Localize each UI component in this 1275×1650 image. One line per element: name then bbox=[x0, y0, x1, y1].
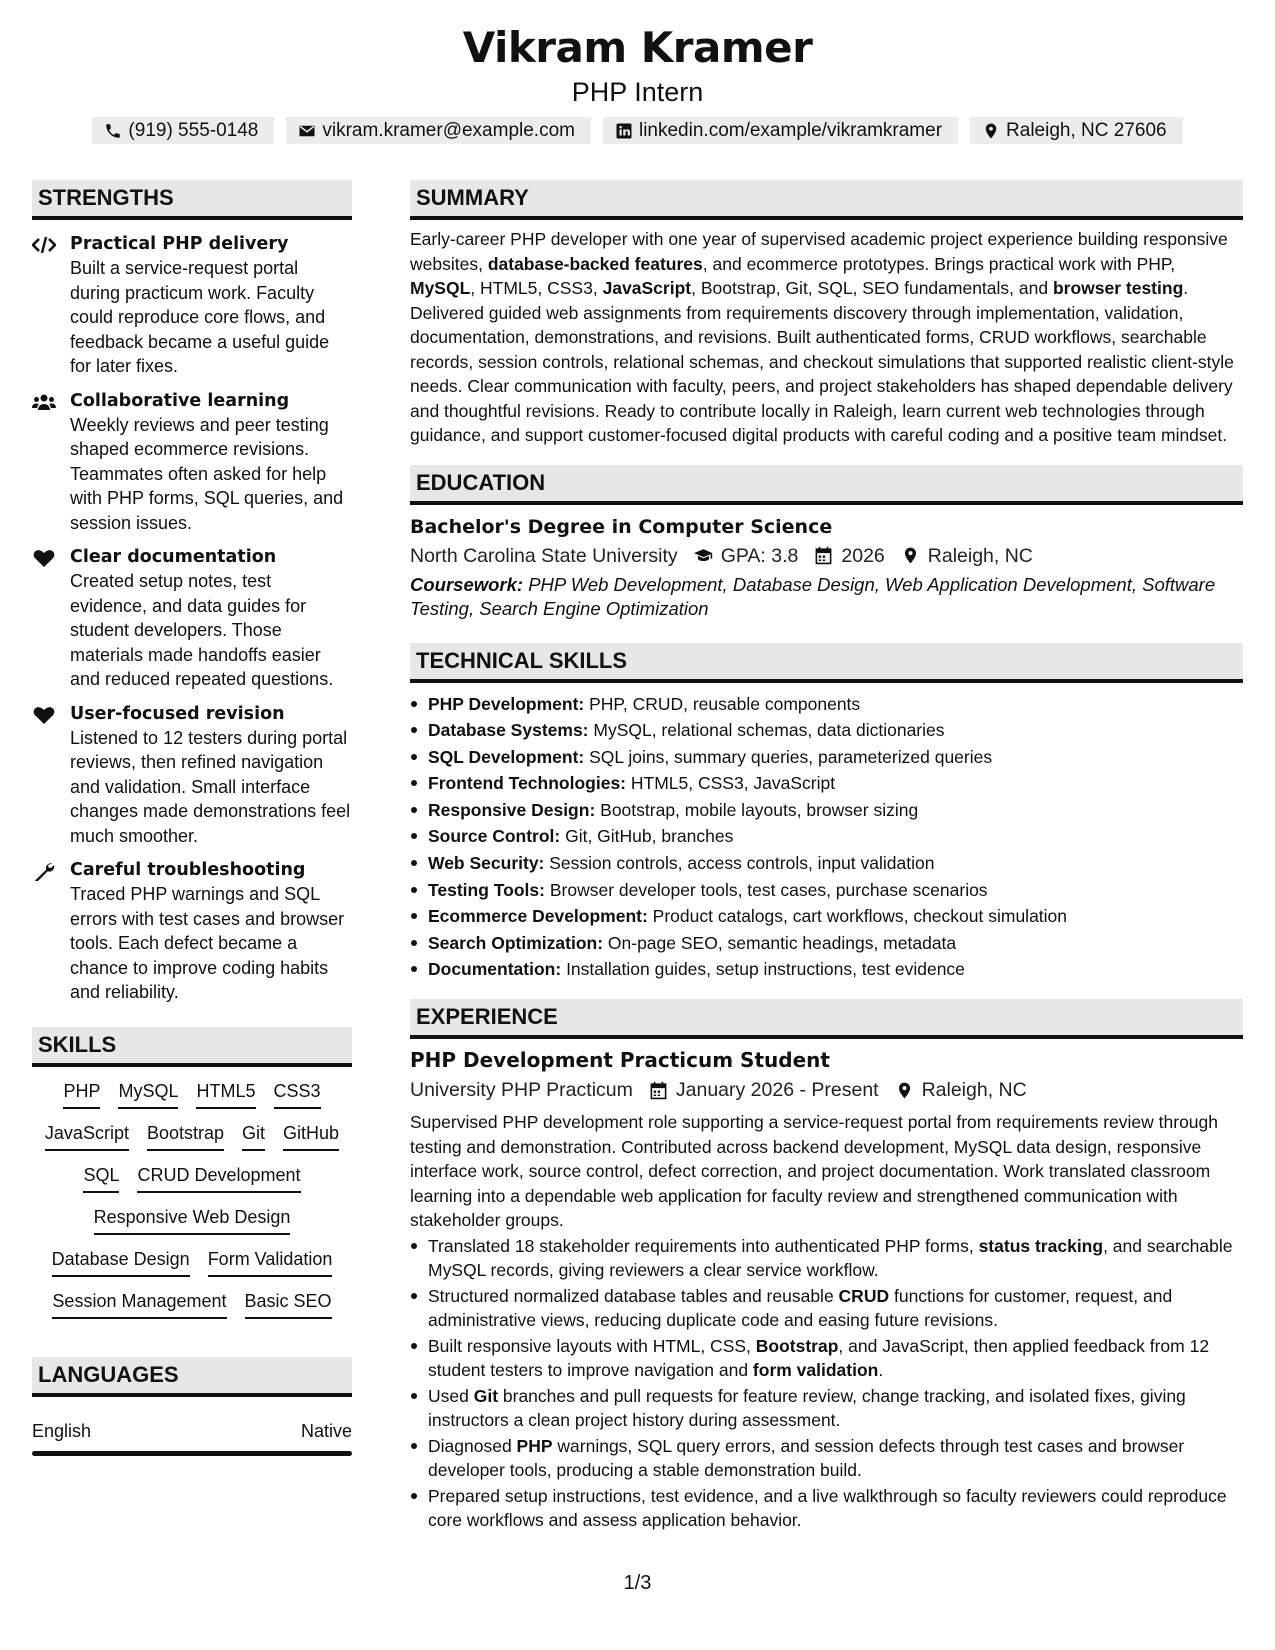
skill-chip: Database Design bbox=[52, 1247, 190, 1277]
graduation-year: 2026 bbox=[841, 544, 885, 567]
strength-desc: Built a service-request portal during practicum work. Faculty could reproduce core flows, and feedback became a useful guide for later fixes. bbox=[70, 258, 330, 376]
contact-email-text: vikram.kramer@example.com bbox=[322, 120, 575, 141]
summary-heading: SUMMARY bbox=[410, 180, 1243, 220]
summary-part: , Bootstrap, Git, SQL, SEO fundamentals, and bbox=[691, 278, 1053, 298]
strength-item bbox=[32, 858, 352, 1005]
skill-chip: Form Validation bbox=[208, 1247, 333, 1277]
technical-skills-list bbox=[410, 691, 1243, 984]
candidate-name: Vikram Kramer bbox=[462, 23, 813, 72]
skill-value: Product catalogs, cart workflows, checkout simulation bbox=[647, 906, 1068, 927]
skill-value: MySQL, relational schemas, data dictionaries bbox=[588, 720, 945, 741]
list-item bbox=[410, 850, 1243, 877]
languages-heading: LANGUAGES bbox=[32, 1357, 352, 1397]
phone-icon bbox=[104, 122, 122, 140]
bullet-text: Diagnosed bbox=[428, 1435, 517, 1456]
language-level: Native bbox=[300, 1420, 352, 1441]
strength-item bbox=[32, 389, 352, 536]
summary-bold: browser testing bbox=[1052, 278, 1184, 298]
summary-bold: MySQL bbox=[410, 278, 471, 298]
bullet-bold: Git bbox=[473, 1385, 499, 1406]
strength-title: Collaborative learning bbox=[70, 390, 290, 411]
contact-location-text: Raleigh, NC 27606 bbox=[1006, 120, 1167, 141]
skill-value: Installation guides, setup instructions, test evidence bbox=[561, 959, 965, 980]
experience-summary: Supervised PHP development role supporting a service-request portal from requirements review through testing and demonstration. Contributed across backend development, MySQL data design, responsive interface work, source control, defect correction, and project documentation. Work translated classroom learning into a dependable web application for faculty review and strengthened communication with stakeholder groups. bbox=[410, 1112, 1218, 1231]
skill-chip: PHP bbox=[63, 1079, 100, 1109]
skill-chip: Basic SEO bbox=[245, 1289, 332, 1319]
gpa: GPA: 3.8 bbox=[720, 544, 799, 567]
bullet-text: Built responsive layouts with HTML, CSS, bbox=[428, 1335, 756, 1356]
summary-part: . Delivered guided web assignments from requirements discovery through implementation, validation, documentation, demonstrations, and revisions. Built authenticated forms, CRUD workflows, searchable records, session controls, relational schemas, and checkout simulations that supported realistic client-style needs. Clear communication with faculty, peers, and project stakeholders has shaped dependable delivery and thoughtful revisions. Ready to contribute locally in Raleigh, learn current web technologies through guidance, and support customer-focused digital products with careful coding and a positive team mindset. bbox=[410, 278, 1234, 445]
strength-desc: Weekly reviews and peer testing shaped ecommerce revisions. Teammates often asked for help with PHP forms, SQL queries, and session issues. bbox=[70, 414, 344, 533]
bullet-text: functions for customer, request, and administrative views, reducing duplicate code and easing future revisions. bbox=[428, 1285, 1173, 1331]
code-icon bbox=[32, 235, 56, 255]
list-item bbox=[410, 770, 1243, 797]
users-icon bbox=[32, 392, 56, 412]
skill-chip: Session Management bbox=[52, 1289, 226, 1319]
list-item bbox=[410, 1234, 1243, 1283]
envelope-icon bbox=[298, 122, 316, 140]
skill-label: Responsive Design: bbox=[428, 799, 596, 820]
list-item bbox=[410, 1334, 1243, 1383]
strength-desc: Created setup notes, test evidence, and data guides for student developers. Those materials made handoffs easier and reduced repeated questions. bbox=[70, 571, 334, 689]
bullet-text: , and JavaScript, then applied feedback from 12 student testers to improve navigation and bbox=[428, 1335, 1210, 1381]
skill-label: Frontend Technologies: bbox=[428, 773, 627, 794]
list-item bbox=[410, 1384, 1243, 1433]
skills-list bbox=[32, 1079, 352, 1319]
experience-meta bbox=[410, 1075, 1243, 1105]
strengths-list bbox=[32, 232, 352, 1005]
contact-email[interactable] bbox=[286, 117, 591, 144]
list-item bbox=[410, 797, 1243, 824]
heart-icon bbox=[32, 548, 56, 568]
bullet-text: Structured normalized database tables and reusable bbox=[428, 1285, 839, 1306]
bullet-text: Translated 18 stakeholder requirements into authenticated PHP forms, bbox=[428, 1235, 979, 1256]
list-item bbox=[410, 877, 1243, 904]
skills-heading: SKILLS bbox=[32, 1027, 352, 1067]
experience-location: Raleigh, NC bbox=[921, 1079, 1027, 1102]
coursework-list: PHP Web Development, Database Design, Web Application Development, Software Testing, Search Engine Optimization bbox=[410, 573, 1216, 619]
skill-chip: JavaScript bbox=[45, 1121, 129, 1151]
experience-org: University PHP Practicum bbox=[410, 1079, 633, 1102]
experience-dates: January 2026 - Present bbox=[675, 1079, 879, 1102]
language-name: English bbox=[32, 1420, 92, 1441]
skill-value: PHP, CRUD, reusable components bbox=[584, 693, 861, 714]
list-item bbox=[410, 1484, 1243, 1533]
technical-skills-heading: TECHNICAL SKILLS bbox=[410, 643, 1243, 683]
summary-part: , and ecommerce prototypes. Brings practical work with PHP, bbox=[702, 253, 1176, 274]
right-column bbox=[410, 180, 1243, 1534]
graduation-cap-icon bbox=[694, 546, 713, 565]
skill-label: Ecommerce Development: bbox=[428, 906, 648, 927]
calendar-icon bbox=[649, 1081, 668, 1100]
skill-label: PHP Development: bbox=[428, 693, 585, 714]
skill-chip: Bootstrap bbox=[147, 1121, 224, 1151]
experience-bullets bbox=[410, 1234, 1243, 1533]
language-row bbox=[32, 1419, 352, 1443]
bullet-bold: Bootstrap bbox=[755, 1335, 839, 1356]
skill-chip: Git bbox=[242, 1121, 265, 1151]
list-item bbox=[410, 956, 1243, 983]
wrench-icon bbox=[32, 861, 56, 881]
bullet-bold: status tracking bbox=[978, 1235, 1104, 1256]
map-pin-icon bbox=[982, 122, 1000, 140]
skill-label: SQL Development: bbox=[428, 746, 585, 767]
strength-desc: Listened to 12 testers during portal reviews, then refined navigation and validation. Small interface changes made demonstrations feel much smoother. bbox=[70, 727, 351, 846]
skill-value: SQL joins, summary queries, parameterized queries bbox=[584, 746, 993, 767]
bullet-bold: PHP bbox=[516, 1435, 553, 1456]
skill-chip: GitHub bbox=[283, 1121, 339, 1151]
education-meta bbox=[410, 541, 1243, 571]
summary-bold: JavaScript bbox=[602, 278, 692, 298]
contact-linkedin[interactable] bbox=[603, 117, 958, 144]
skill-chip: Responsive Web Design bbox=[94, 1205, 291, 1235]
bullet-text: , and searchable MySQL records, giving reviewers a clear service workflow. bbox=[428, 1235, 1233, 1281]
list-item bbox=[410, 1284, 1243, 1333]
left-column bbox=[32, 180, 352, 1456]
skill-label: Search Optimization: bbox=[428, 932, 604, 953]
list-item bbox=[410, 823, 1243, 850]
strength-title: Practical PHP delivery bbox=[70, 234, 289, 254]
strength-item bbox=[32, 232, 352, 379]
strength-title: User-focused revision bbox=[70, 703, 285, 724]
contact-phone[interactable] bbox=[92, 117, 274, 144]
education-heading: EDUCATION bbox=[410, 465, 1243, 505]
strength-title: Clear documentation bbox=[70, 547, 277, 567]
contact-linkedin-text: linkedin.com/example/vikramkramer bbox=[638, 120, 943, 141]
skill-value: Bootstrap, mobile layouts, browser sizing bbox=[595, 799, 919, 820]
experience-heading: EXPERIENCE bbox=[410, 999, 1243, 1039]
summary-bold: database-backed features bbox=[487, 253, 703, 274]
language-proficiency-bar bbox=[32, 1451, 352, 1456]
skill-chip: CRUD Development bbox=[137, 1163, 300, 1193]
degree-title: Bachelor's Degree in Computer Science bbox=[410, 515, 833, 538]
bullet-text: warnings, SQL query errors, and session defects through test cases and browser developer tools, producing a stable demonstration build. bbox=[428, 1435, 1185, 1481]
coursework-label: Coursework: bbox=[410, 573, 524, 595]
experience-role: PHP Development Practicum Student bbox=[410, 1048, 830, 1073]
skill-chip: HTML5 bbox=[196, 1079, 255, 1109]
summary-part: Early-career PHP developer with one year of supervised academic project experience building responsive websites, bbox=[410, 229, 1228, 274]
list-item bbox=[410, 930, 1243, 957]
strengths-heading: STRENGTHS bbox=[32, 180, 352, 220]
skill-chip: CSS3 bbox=[274, 1079, 321, 1109]
bullet-text: . bbox=[878, 1360, 884, 1381]
skill-chip: MySQL bbox=[118, 1079, 178, 1109]
skill-value: On-page SEO, semantic headings, metadata bbox=[603, 932, 957, 953]
page-indicator: 1/3 bbox=[623, 1572, 652, 1594]
map-pin-icon bbox=[895, 1081, 914, 1100]
skill-value: HTML5, CSS3, JavaScript bbox=[626, 773, 836, 794]
contact-bar bbox=[0, 117, 1275, 144]
skill-label: Testing Tools: bbox=[428, 879, 545, 900]
heart-icon bbox=[32, 705, 56, 725]
list-item bbox=[410, 717, 1243, 744]
list-item bbox=[410, 744, 1243, 771]
bullet-text: Prepared setup instructions, test evidence, and a live walkthrough so faculty reviewers could reproduce core workflows and assess application behavior. bbox=[428, 1485, 1227, 1531]
resume-header bbox=[0, 22, 1275, 144]
bullet-text: branches and pull requests for feature review, change tracking, and isolated fixes, giving instructors a clean project history during assessment. bbox=[428, 1385, 1186, 1431]
coursework bbox=[410, 573, 1243, 621]
candidate-title: PHP Intern bbox=[571, 77, 704, 107]
calendar-icon bbox=[814, 546, 833, 565]
summary-part: , HTML5, CSS3, bbox=[470, 278, 603, 298]
summary-text bbox=[410, 227, 1243, 448]
strength-desc: Traced PHP warnings and SQL errors with test cases and browser tools. Each defect became a chance to improve coding habits and reliability. bbox=[70, 884, 345, 1002]
list-item bbox=[410, 691, 1243, 718]
map-pin-icon bbox=[901, 546, 920, 565]
contact-phone-text: (919) 555-0148 bbox=[128, 120, 259, 141]
skill-value: Git, GitHub, branches bbox=[560, 826, 734, 847]
skill-label: Web Security: bbox=[428, 853, 545, 874]
education-location: Raleigh, NC bbox=[927, 544, 1033, 567]
skill-label: Database Systems: bbox=[428, 720, 589, 741]
strength-item bbox=[32, 545, 352, 692]
skill-label: Documentation: bbox=[428, 959, 562, 980]
linkedin-icon bbox=[615, 122, 633, 140]
strength-item bbox=[32, 702, 352, 849]
bullet-bold: CRUD bbox=[838, 1285, 890, 1306]
skill-value: Browser developer tools, test cases, purchase scenarios bbox=[544, 879, 988, 900]
school-name: North Carolina State University bbox=[410, 544, 678, 567]
bullet-bold: form validation bbox=[752, 1360, 879, 1381]
skill-value: Session controls, access controls, input validation bbox=[544, 853, 935, 874]
skill-chip: SQL bbox=[83, 1163, 119, 1193]
contact-location[interactable] bbox=[970, 117, 1183, 144]
bullet-text: Used bbox=[428, 1385, 474, 1406]
strength-title: Careful troubleshooting bbox=[70, 860, 306, 880]
list-item bbox=[410, 1434, 1243, 1483]
list-item bbox=[410, 903, 1243, 930]
skill-label: Source Control: bbox=[428, 826, 561, 847]
